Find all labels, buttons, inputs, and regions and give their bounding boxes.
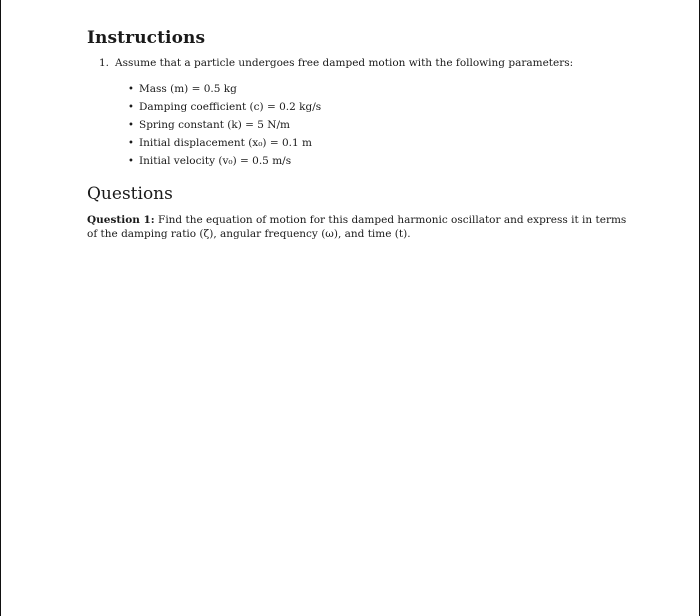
param-damping: Damping coefficient (c) = 0.2 kg/s (139, 101, 322, 113)
bullet-icon: • (128, 84, 134, 95)
list-item (128, 80, 321, 98)
param-mass: Mass (m) = 0.5 kg (139, 83, 237, 95)
param-displacement: Initial displacement (x₀) = 0.1 m (139, 137, 312, 149)
instruction-item-1 (99, 57, 573, 69)
bullet-icon: • (128, 138, 134, 149)
instruction-item-text: Assume that a particle undergoes free damped motion with the following parameters: (115, 57, 574, 69)
list-item (128, 98, 321, 116)
param-velocity: Initial velocity (v₀) = 0.5 m/s (139, 155, 292, 167)
list-item (128, 116, 321, 134)
bullet-icon: • (128, 120, 134, 131)
bullet-icon: • (128, 102, 134, 113)
question-1 (87, 213, 632, 241)
instruction-item-number: 1. (99, 57, 110, 69)
instructions-heading: Instructions (87, 28, 206, 48)
question-1-text: Find the equation of motion for this damped harmonic oscillator and express it in terms of the damping ratio (ζ), angular frequency (ω), and time (t). (87, 214, 627, 240)
parameter-list (128, 80, 321, 170)
questions-heading: Questions (87, 184, 173, 204)
question-1-label: Question 1: (87, 214, 155, 226)
param-spring: Spring constant (k) = 5 N/m (139, 119, 290, 131)
list-item (128, 134, 321, 152)
bullet-icon: • (128, 156, 134, 167)
list-item (128, 152, 321, 170)
